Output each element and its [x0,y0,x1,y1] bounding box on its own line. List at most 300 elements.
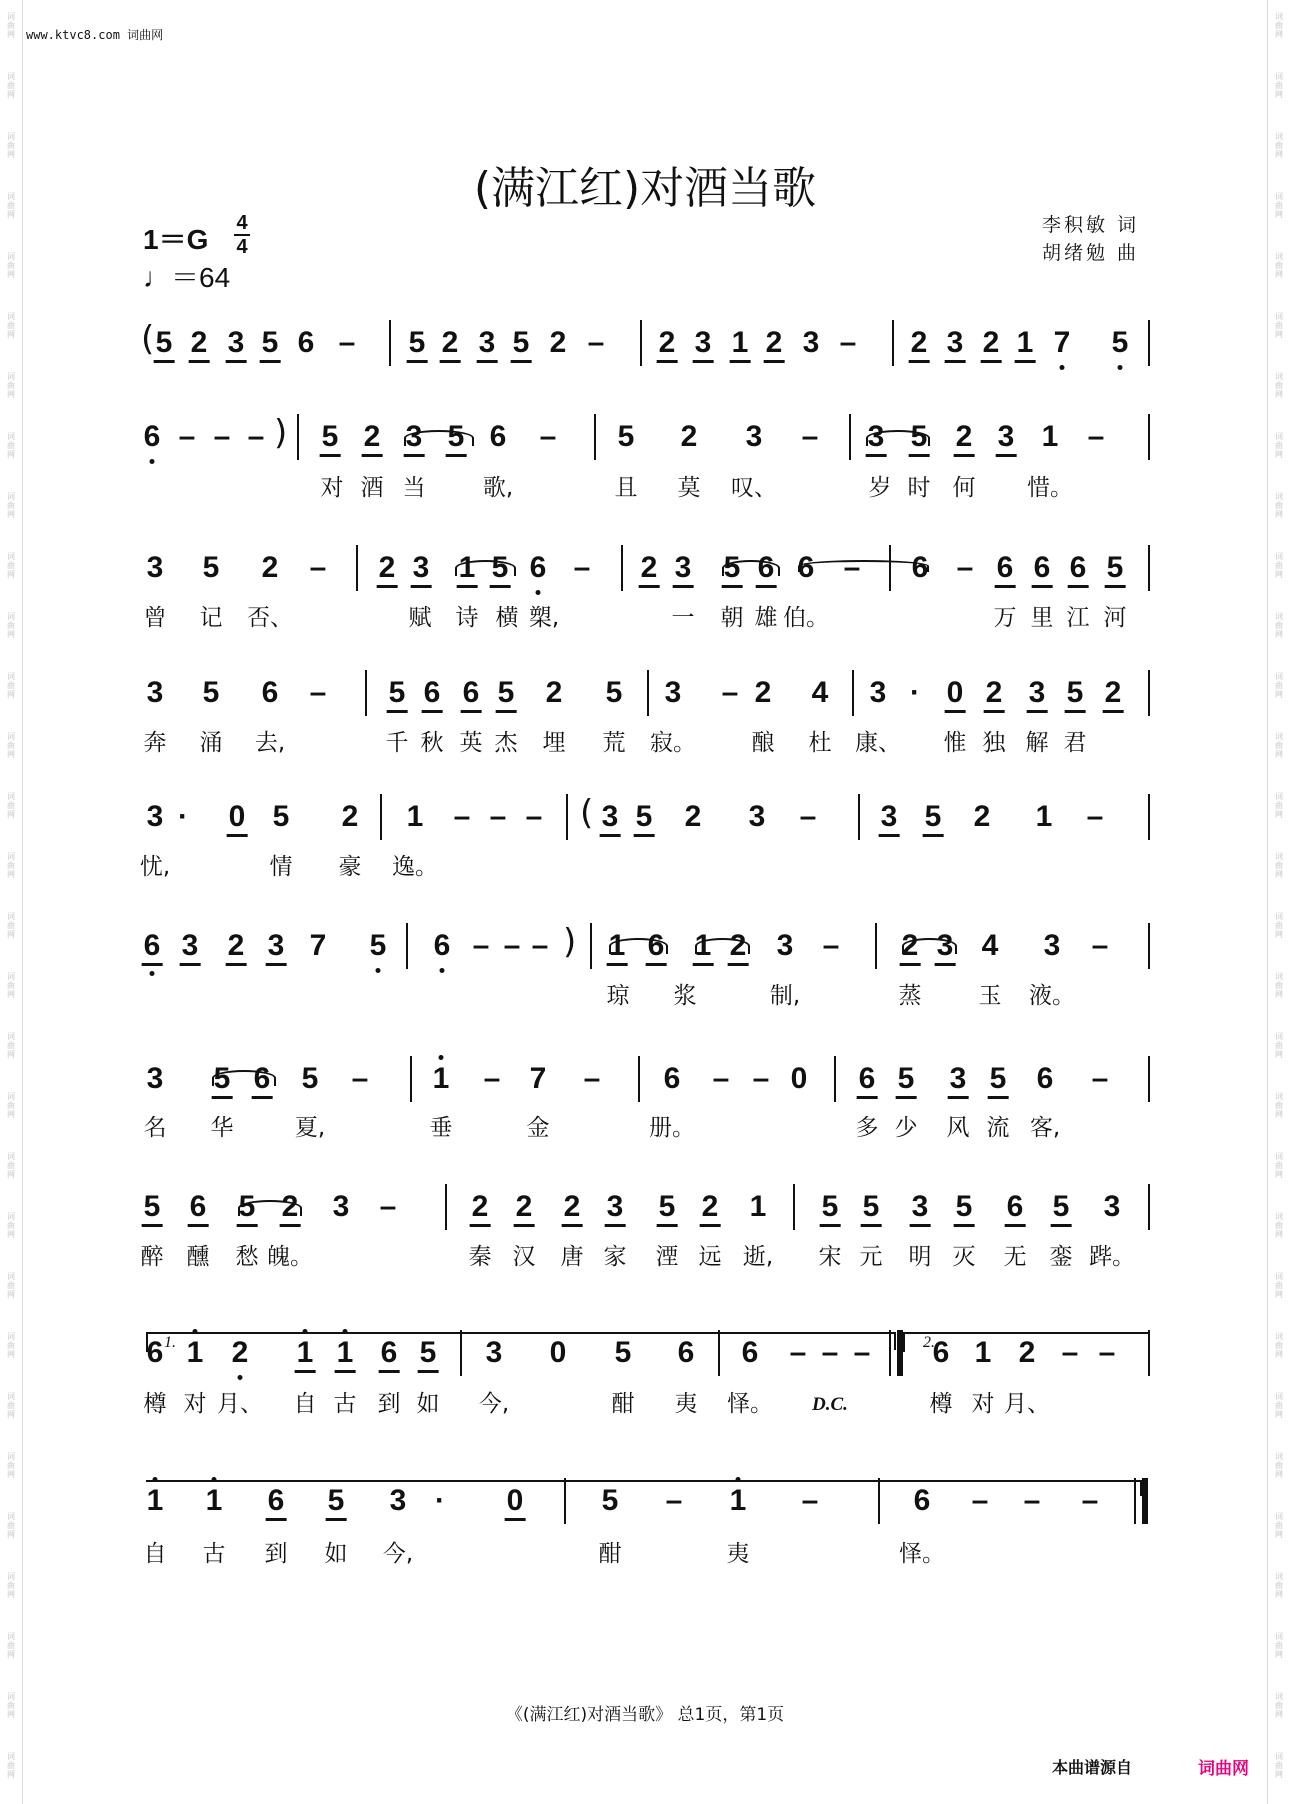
volta-bracket-1 [146,1332,896,1352]
jianpu-note: 6 [911,551,929,584]
jianpu-note: 5 [418,1336,439,1373]
jianpu-note: – [1091,929,1109,962]
jianpu-note: – [853,1336,871,1369]
barline [875,923,877,969]
watermark-text: 词 曲 网 [7,852,15,879]
jianpu-note: 6 [252,1062,273,1099]
jianpu-note: – [1098,1336,1116,1369]
jianpu-note: 6 [1068,551,1089,588]
jianpu-note: 6 [995,551,1016,588]
lyric-char: 对 [183,1391,207,1417]
watermark-text: 词 曲 网 [7,1152,15,1179]
close-paren: ) [274,413,288,453]
barline [1134,1478,1136,1524]
lyric-char: 远 [698,1244,722,1270]
barline [594,414,596,460]
jianpu-note: 6 [932,1336,950,1369]
jianpu-note: – [1087,420,1105,453]
lyric-char: 秋 [420,730,444,756]
jianpu-note: 5 [605,676,623,709]
lyric-char: 杰 [494,730,518,756]
time-signature-bottom: 4 [236,236,248,258]
jianpu-note: 3 [226,326,247,363]
jianpu-note: – [573,551,591,584]
right-watermark-strip [1267,0,1290,1804]
watermark-text: 词 曲 网 [7,1752,15,1779]
jianpu-note: 1 [729,1484,747,1517]
watermark-text: 词 曲 网 [1275,1632,1283,1659]
jianpu-note: – [801,420,819,453]
jianpu-note: – [712,1062,730,1095]
lyric-char: 且 [614,475,638,501]
jianpu-note: 3 [935,929,956,966]
jianpu-note: 6 [142,929,163,966]
lyric-char: 愁 [235,1244,259,1270]
jianpu-note: 6 [1005,1190,1026,1227]
barline [852,670,854,716]
jianpu-note: 3 [1027,676,1048,713]
lyric-char: 醺 [186,1244,210,1270]
jianpu-note: 1 [432,1062,450,1095]
watermark-text: 词 曲 网 [7,1032,15,1059]
volta-end-tick [894,1332,896,1350]
slur [798,560,929,572]
lyric-char: 寂。 [650,730,696,756]
lyric-char: 湮 [655,1244,679,1270]
jianpu-note: – [721,676,739,709]
watermark-text: 词 曲 网 [1275,492,1283,519]
jianpu-note: 2 [377,551,398,588]
jianpu-note: 2 [981,326,1002,363]
jianpu-note: 5 [320,420,341,457]
jianpu-note: 5 [1065,676,1086,713]
watermark-text: 词 曲 网 [7,1392,15,1419]
barline [793,1184,795,1230]
jianpu-note: – [843,551,861,584]
jianpu-note: 3 [996,420,1017,457]
lyric-char: 对 [320,475,344,501]
lyric-char: 一 [671,605,695,631]
jianpu-note: – [971,1484,989,1517]
lyric-char: 里 [1030,605,1054,631]
jianpu-note: 1 [1035,800,1053,833]
jianpu-note: 2 [231,1336,249,1369]
lyric-char: 对 [971,1391,995,1417]
jianpu-note: 6 [489,420,507,453]
jianpu-note: 5 [154,326,175,363]
jianpu-note: 2 [700,1190,721,1227]
watermark-text: 词 曲 网 [1275,252,1283,279]
jianpu-note: 6 [143,420,161,453]
jianpu-note: 5 [1105,551,1126,588]
barline [1148,794,1150,840]
lyric-char: 涌 [199,730,223,756]
lyric-char: 君 [1063,730,1087,756]
watermark-text: 词 曲 网 [7,732,15,759]
brand-name: 词曲网 [1198,1759,1249,1779]
time-signature-top: 4 [236,212,248,234]
slur [455,560,516,576]
jianpu-note: 6 [857,1062,878,1099]
close-paren: ) [563,922,577,962]
jianpu-note: 2 [549,326,567,359]
lyric-char: 古 [202,1541,226,1567]
jianpu-note: 5 [446,420,467,457]
lyric-char: 当 [402,475,426,501]
lyric-char: 銮 [1049,1244,1073,1270]
jianpu-note: 2 [984,676,1005,713]
lyric-char: 槊, [528,605,560,631]
jianpu-note: 6 [741,1336,759,1369]
lyric-char: 金 [526,1115,550,1141]
jianpu-note: 6 [646,929,667,966]
jianpu-note: 3 [146,676,164,709]
slur [212,1070,276,1086]
jianpu-note: 3 [411,551,432,588]
jianpu-note: – [539,420,557,453]
barline [1148,923,1150,969]
jianpu-note: 5 [301,1062,319,1095]
barline [878,1478,880,1524]
watermark-text: 词 曲 网 [1275,852,1283,879]
lyric-char: 荒 [602,730,626,756]
lyric-char: 歌, [482,475,514,501]
jianpu-note: 5 [896,1062,917,1099]
octave-dot-below [1118,365,1123,370]
watermark-text: 词 曲 网 [7,972,15,999]
barline [389,320,391,366]
barline [638,1056,640,1102]
jianpu-note: 7 [529,1062,547,1095]
jianpu-note: – [1091,1062,1109,1095]
jianpu-note: 6 [756,551,777,588]
open-paren: ( [141,319,155,359]
watermark-text: 词 曲 网 [1275,132,1283,159]
watermark-text: 词 曲 网 [1275,1392,1283,1419]
jianpu-note: · [910,676,920,709]
jianpu-note: 1 [406,800,424,833]
lyric-char: 逝, [742,1244,774,1270]
lyric-char: 唐 [560,1244,584,1270]
lyric-char: 酣 [598,1541,622,1567]
jianpu-note: 2 [545,676,563,709]
jianpu-note: 5 [511,326,532,363]
jianpu-note: 3 [693,326,714,363]
slur [722,560,780,576]
lyric-char: 英 [459,730,483,756]
watermark-text: 词 曲 网 [1275,1572,1283,1599]
barline [1148,670,1150,716]
lyric-char: 酒 [360,475,384,501]
lyric-char: 灭 [952,1244,976,1270]
jianpu-note: · [435,1484,445,1517]
barline [564,1478,566,1524]
jianpu-note: 1 [186,1336,204,1369]
barline [1148,320,1150,366]
jianpu-note: 6 [261,676,279,709]
jianpu-note: 0 [790,1062,808,1095]
tempo-marking: ♩＝64 [143,262,231,293]
watermark-text: 词 曲 网 [1275,1692,1283,1719]
slur [609,938,668,954]
watermark-text: 词 曲 网 [1275,552,1283,579]
watermark-text: 词 曲 网 [7,1572,15,1599]
jianpu-note: 1 [335,1336,356,1373]
slur [902,938,957,954]
lyric-char: 伯。 [783,605,829,631]
watermark-text: 词 曲 网 [1275,1752,1283,1779]
lyric-char: 横 [495,605,519,631]
lyric-char: 夷 [674,1391,698,1417]
lyric-char: 蒸 [898,983,922,1009]
jianpu-note: 2 [728,929,749,966]
jianpu-note: 6 [529,551,547,584]
jianpu-note: 3 [1103,1190,1121,1223]
jianpu-note: 2 [900,929,921,966]
watermark-text: 词 曲 网 [1275,1452,1283,1479]
watermark-text: 词 曲 网 [7,312,15,339]
jianpu-note: 0 [227,800,248,837]
jianpu-note: – [309,551,327,584]
lyric-char: 奔 [143,730,167,756]
lyricist-credit: 李积敏 词 [1042,214,1140,236]
lyric-char: 多 [855,1115,879,1141]
lyric-char: 制, [769,983,801,1009]
jianpu-note: 6 [433,929,451,962]
jianpu-note: – [338,326,356,359]
lyric-char: 古 [333,1391,357,1417]
barline [1148,414,1150,460]
jianpu-note: 1 [295,1336,316,1373]
jianpu-note: – [839,326,857,359]
jianpu-note: 7 [1053,326,1071,359]
jianpu-note: 6 [461,676,482,713]
barline [1148,545,1150,591]
jianpu-note: – [247,420,265,453]
lyric-char: 忧, [139,854,171,880]
watermark-text: 词 曲 网 [7,72,15,99]
jianpu-note: – [799,800,817,833]
da-capo-marking: D.C. [812,1394,848,1415]
jianpu-note: 2 [973,800,991,833]
barline [1148,1056,1150,1102]
watermark-text: 词 曲 网 [7,552,15,579]
jianpu-note: 1 [607,929,628,966]
jianpu-note: 5 [861,1190,882,1227]
lyric-char: 独 [982,730,1006,756]
jianpu-note: 4 [811,676,829,709]
watermark-text: 词 曲 网 [1275,1212,1283,1239]
watermark-text: 词 曲 网 [7,192,15,219]
jianpu-note: 2 [362,420,383,457]
jianpu-note: 5 [272,800,290,833]
barline [365,670,367,716]
lyric-char: 朝 [720,605,744,631]
jianpu-note: 5 [634,800,655,837]
lyric-char: 跸。 [1089,1244,1135,1270]
watermark-text: 词 曲 网 [7,1692,15,1719]
lyric-char: 流 [986,1115,1010,1141]
jianpu-note: 3 [605,1190,626,1227]
slur [238,1200,302,1216]
lyric-char: 明 [908,1244,932,1270]
lyric-char: 家 [603,1244,627,1270]
jianpu-note: 3 [485,1336,503,1369]
watermark-text: 词 曲 网 [1275,1092,1283,1119]
watermark-text: 词 曲 网 [1275,672,1283,699]
jianpu-note: 5 [1051,1190,1072,1227]
jianpu-note: – [489,800,507,833]
barline [406,923,408,969]
jianpu-note: 2 [514,1190,535,1227]
jianpu-note: 2 [657,326,678,363]
watermark-text: 词 曲 网 [1275,12,1283,39]
watermark-text: 词 曲 网 [7,1332,15,1359]
jianpu-note: 6 [797,551,815,584]
lyric-char: 如 [324,1541,348,1567]
lyric-char: 岁 [868,475,892,501]
jianpu-note: 6 [1032,551,1053,588]
watermark-text: 词 曲 网 [7,372,15,399]
lyric-char: 液。 [1029,983,1075,1009]
jianpu-note: 5 [407,326,428,363]
jianpu-note: 2 [261,551,279,584]
jianpu-note: 5 [326,1484,347,1521]
lyric-char: 河 [1103,605,1127,631]
jianpu-note: 5 [496,676,517,713]
jianpu-note: 5 [1111,326,1129,359]
jianpu-note: – [789,1336,807,1369]
jianpu-note: 2 [1103,676,1124,713]
watermark-text: 词 曲 网 [1275,612,1283,639]
lyric-char: 夏, [294,1115,326,1141]
barline [566,794,568,840]
jianpu-note: 1 [146,1484,164,1517]
lyric-char: 康、 [855,730,901,756]
jianpu-note: 5 [260,326,281,363]
watermark-text: 词 曲 网 [1275,732,1283,759]
jianpu-note: 2 [680,420,698,453]
jianpu-note: 1 [974,1336,992,1369]
jianpu-note: – [752,1062,770,1095]
barline [445,1184,447,1230]
lyric-char: 月、 [1004,1391,1050,1417]
jianpu-note: 4 [981,929,999,962]
watermark-text: 词 曲 网 [1275,1332,1283,1359]
jianpu-note: 3 [673,551,694,588]
octave-dot-below [150,971,155,976]
lyric-char: 酿 [751,730,775,756]
watermark-text: 词 曲 网 [7,132,15,159]
jianpu-note: 5 [954,1190,975,1227]
jianpu-note: – [213,420,231,453]
jianpu-note: 6 [188,1190,209,1227]
lyric-char: 杜 [808,730,832,756]
lyric-char: 到 [264,1541,288,1567]
jianpu-note: – [483,1062,501,1095]
jianpu-note: 5 [988,1062,1009,1099]
jianpu-note: 3 [748,800,766,833]
lyric-char: 汉 [512,1244,536,1270]
jianpu-note: 7 [309,929,327,962]
lyric-char: 江 [1066,605,1090,631]
jianpu-note: 0 [549,1336,567,1369]
jianpu-note: 2 [684,800,702,833]
octave-dot-below [440,968,445,973]
jianpu-note: 5 [212,1062,233,1099]
lyric-char: 解 [1025,730,1049,756]
watermark-text: 词 曲 网 [7,1452,15,1479]
final-barline [1142,1478,1148,1524]
jianpu-note: 5 [202,676,220,709]
jianpu-note: – [531,929,549,962]
jianpu-note: 6 [266,1484,287,1521]
slur [695,938,750,954]
lyric-char: 到 [377,1391,401,1417]
jianpu-note: – [178,420,196,453]
watermark-text: 词 曲 网 [7,912,15,939]
jianpu-note: 2 [1018,1336,1036,1369]
jianpu-note: – [1023,1484,1041,1517]
volta-number-1: 1. [164,1334,176,1351]
octave-dot-below [376,968,381,973]
volta-bracket-2 [903,1332,1150,1352]
jianpu-note: 1 [457,551,478,588]
barline [647,670,649,716]
lyric-char: 怿。 [727,1391,773,1417]
jianpu-note: 5 [601,1484,619,1517]
watermark-text: 词 曲 网 [1275,192,1283,219]
watermark-text: 词 曲 网 [1275,1032,1283,1059]
lyric-char: 名 [143,1115,167,1141]
open-paren: ( [580,793,594,833]
jianpu-note: 1 [749,1190,767,1223]
lyric-char: 埋 [542,730,566,756]
jianpu-note: 2 [280,1190,301,1227]
jianpu-note: 3 [146,551,164,584]
jianpu-note: – [1061,1336,1079,1369]
octave-dot-above [439,1055,444,1060]
jianpu-note: 3 [664,676,682,709]
lyric-char: 宋 [818,1244,842,1270]
barline [410,1056,412,1102]
jianpu-note: 5 [202,551,220,584]
watermark-text: 词 曲 网 [1275,1272,1283,1299]
lyric-char: 今, [382,1541,414,1567]
song-title: (满江红)对酒当歌 [473,163,817,214]
lyric-char: 酣 [611,1391,635,1417]
jianpu-note: 2 [909,326,930,363]
lyric-char: 琼 [606,983,630,1009]
lyric-char: 秦 [468,1244,492,1270]
watermark-text: 词 曲 网 [1275,72,1283,99]
jianpu-note: 6 [146,1336,164,1369]
watermark-text: 词 曲 网 [1275,1512,1283,1539]
jianpu-note: 3 [180,929,201,966]
watermark-text: 词 曲 网 [7,672,15,699]
jianpu-note: – [379,1190,397,1223]
jianpu-note: – [351,1062,369,1095]
lyric-char: 垂 [429,1115,453,1141]
lyric-char: 元 [859,1244,883,1270]
lyric-char: 醉 [140,1244,164,1270]
jianpu-note: 2 [764,326,785,363]
jianpu-note: 6 [1036,1062,1054,1095]
watermark-text: 词 曲 网 [1275,312,1283,339]
jianpu-note: – [821,1336,839,1369]
watermark-text: 词 曲 网 [1275,912,1283,939]
watermark-text: 词 曲 网 [7,492,15,519]
